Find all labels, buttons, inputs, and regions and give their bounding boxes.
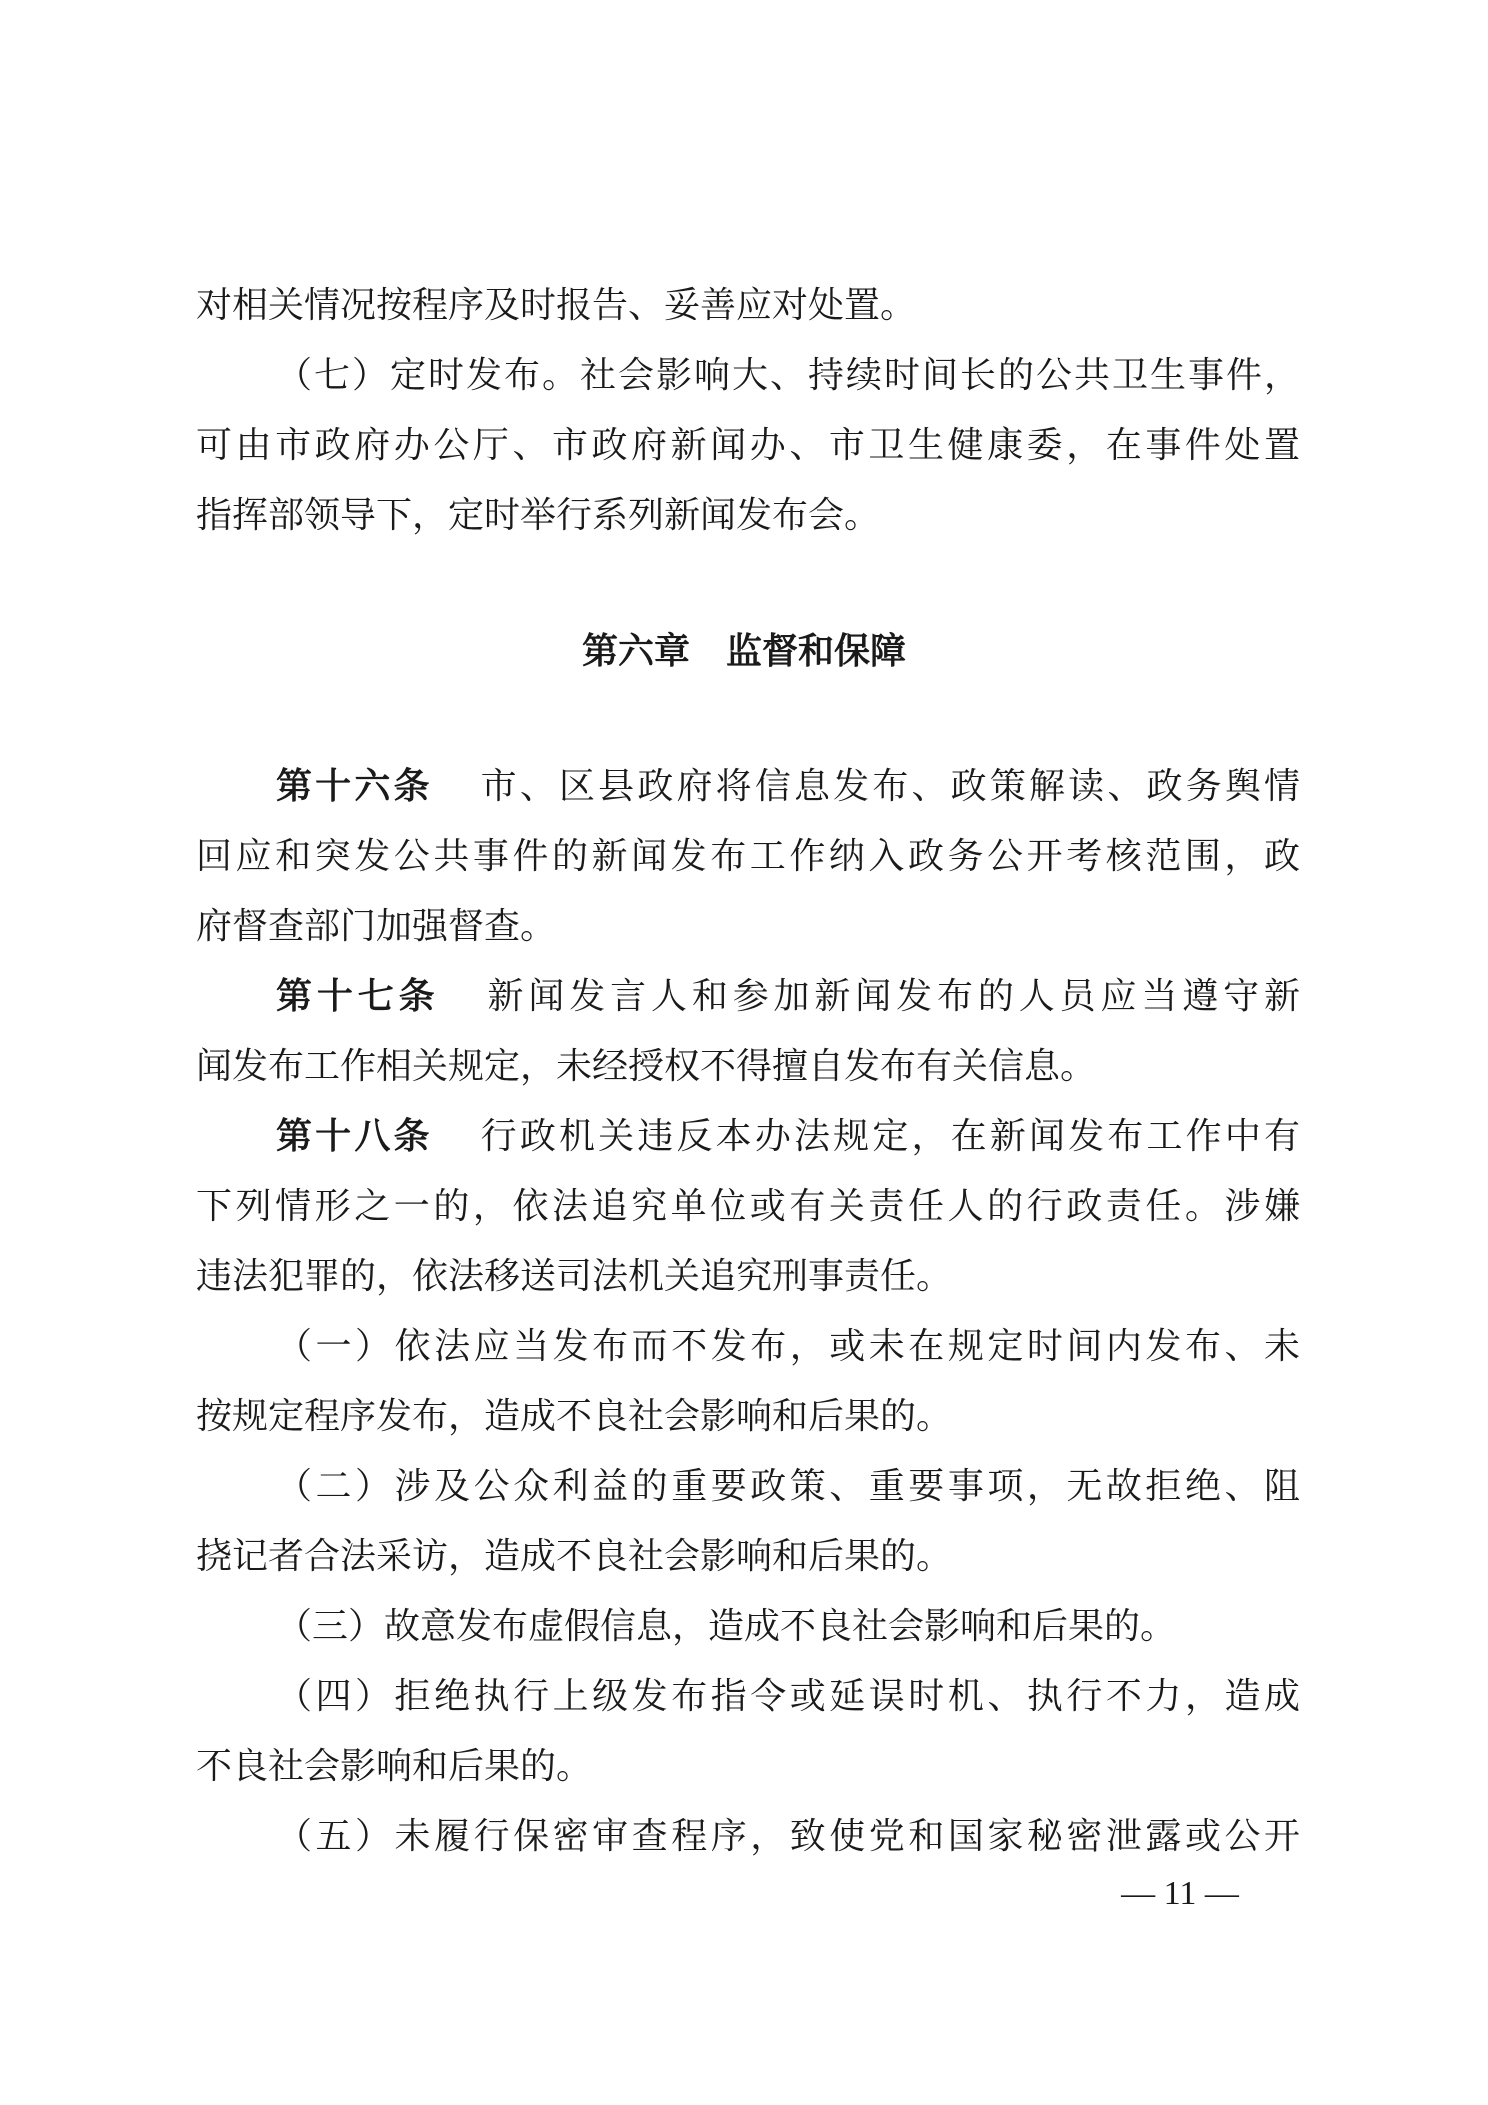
text-line: （四）拒绝执行上级发布指令或延误时机、执行不力，造成 xyxy=(276,1676,1300,1717)
text-line: 挠记者合法采访，造成不良社会影响和后果的。 xyxy=(196,1536,953,1577)
article-17-line xyxy=(276,970,1300,1024)
text-line: 回应和突发公共事件的新闻发布工作纳入政务公开考核范围，政 xyxy=(196,836,1300,877)
text-line: 不良社会影响和后果的。 xyxy=(196,1746,593,1787)
article-16-line xyxy=(276,760,1300,814)
text-line: 指挥部领导下，定时举行系列新闻发布会。 xyxy=(196,495,881,536)
page-number: — 11 — xyxy=(1121,1875,1239,1912)
chapter-title: 第六章 监督和保障 xyxy=(581,631,906,672)
text-line: （五）未履行保密审查程序，致使党和国家秘密泄露或公开 xyxy=(276,1816,1300,1857)
text-line: 府督查部门加强督查。 xyxy=(196,906,557,947)
article-label: 第十六条 xyxy=(276,766,433,807)
article-text: 新闻发言人和参加新闻发布的人员应当遵守新 xyxy=(487,976,1300,1017)
text-line: 下列情形之一的，依法追究单位或有关责任人的行政责任。涉嫌 xyxy=(196,1186,1300,1227)
text-line: 违法犯罪的，依法移送司法机关追究刑事责任。 xyxy=(196,1256,953,1297)
text-line: 对相关情况按程序及时报告、妥善应对处置。 xyxy=(196,285,917,326)
article-label: 第十七条 xyxy=(276,976,440,1017)
text-line: （二）涉及公众利益的重要政策、重要事项，无故拒绝、阻 xyxy=(276,1466,1300,1507)
text-line: （七）定时发布。社会影响大、持续时间长的公共卫生事件， xyxy=(276,355,1300,396)
text-line: （三）故意发布虚假信息，造成不良社会影响和后果的。 xyxy=(276,1606,1177,1647)
article-text: 行政机关违反本办法规定，在新闻发布工作中有 xyxy=(480,1116,1300,1157)
text-line: （一）依法应当发布而不发布，或未在规定时间内发布、未 xyxy=(276,1326,1300,1367)
article-text: 市、区县政府将信息发布、政策解读、政务舆情 xyxy=(480,766,1300,807)
article-18-line xyxy=(276,1110,1300,1164)
text-line: 可由市政府办公厅、市政府新闻办、市卫生健康委，在事件处置 xyxy=(196,425,1300,466)
article-label: 第十八条 xyxy=(276,1116,433,1157)
text-line: 按规定程序发布，造成不良社会影响和后果的。 xyxy=(196,1396,953,1437)
text-line: 闻发布工作相关规定，未经授权不得擅自发布有关信息。 xyxy=(196,1046,1097,1087)
